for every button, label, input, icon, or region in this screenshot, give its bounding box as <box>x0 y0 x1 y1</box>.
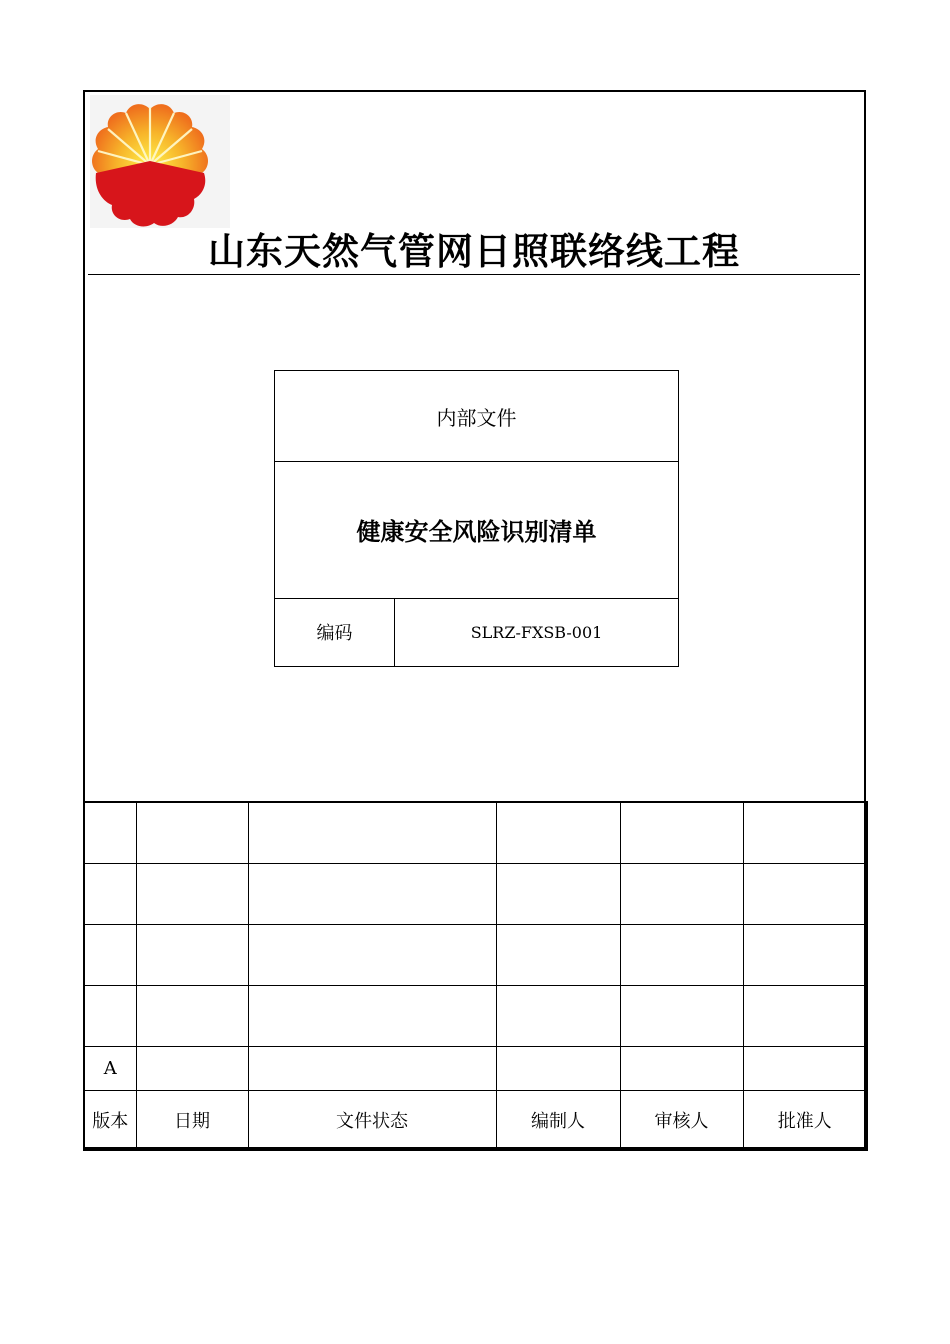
document-title: 健康安全风险识别清单 <box>275 461 678 599</box>
table-cell <box>84 985 136 1046</box>
header-document-status: 文件状态 <box>248 1090 496 1150</box>
header-prepared-by: 编制人 <box>496 1090 620 1150</box>
code-row <box>275 598 678 666</box>
table-row <box>84 802 867 863</box>
table-cell <box>620 985 743 1046</box>
table-header-row <box>84 1090 867 1150</box>
code-label: 编码 <box>275 598 395 666</box>
table-cell <box>84 802 136 863</box>
header-approved-by: 批准人 <box>743 1090 867 1150</box>
table-cell <box>136 985 248 1046</box>
table-cell <box>248 985 496 1046</box>
table-cell <box>496 802 620 863</box>
page-title: 山东天然气管网日照联络线工程 <box>208 230 740 273</box>
table-cell <box>496 1046 620 1090</box>
table-cell <box>248 1046 496 1090</box>
table-cell <box>496 924 620 985</box>
table-cell <box>620 924 743 985</box>
header-reviewed-by: 审核人 <box>620 1090 743 1150</box>
table-cell <box>620 1046 743 1090</box>
table-cell <box>743 802 867 863</box>
table-cell <box>743 924 867 985</box>
table-cell <box>743 863 867 924</box>
classification-label: 内部文件 <box>275 371 678 462</box>
revision-code-cell: A <box>84 1046 136 1090</box>
header-date: 日期 <box>136 1090 248 1150</box>
table-cell <box>84 924 136 985</box>
table-row <box>84 924 867 985</box>
table-row <box>84 863 867 924</box>
table-cell <box>136 802 248 863</box>
table-cell <box>620 863 743 924</box>
table-row <box>84 985 867 1046</box>
table-cell <box>136 1046 248 1090</box>
table-cell <box>84 863 136 924</box>
table-cell <box>496 985 620 1046</box>
table-cell <box>136 924 248 985</box>
code-value: SLRZ-FXSB-001 <box>470 622 603 642</box>
document-info-box <box>274 370 679 667</box>
table-cell <box>496 863 620 924</box>
table-cell <box>248 924 496 985</box>
table-cell <box>136 863 248 924</box>
title-divider <box>88 274 860 275</box>
table-cell <box>743 985 867 1046</box>
header-version: 版本 <box>84 1090 136 1150</box>
table-cell <box>248 863 496 924</box>
table-cell <box>620 802 743 863</box>
table-row <box>84 1046 867 1090</box>
table-cell <box>743 1046 867 1090</box>
revision-table <box>83 801 868 1151</box>
table-cell <box>248 802 496 863</box>
petrochina-sun-logo <box>90 95 230 228</box>
